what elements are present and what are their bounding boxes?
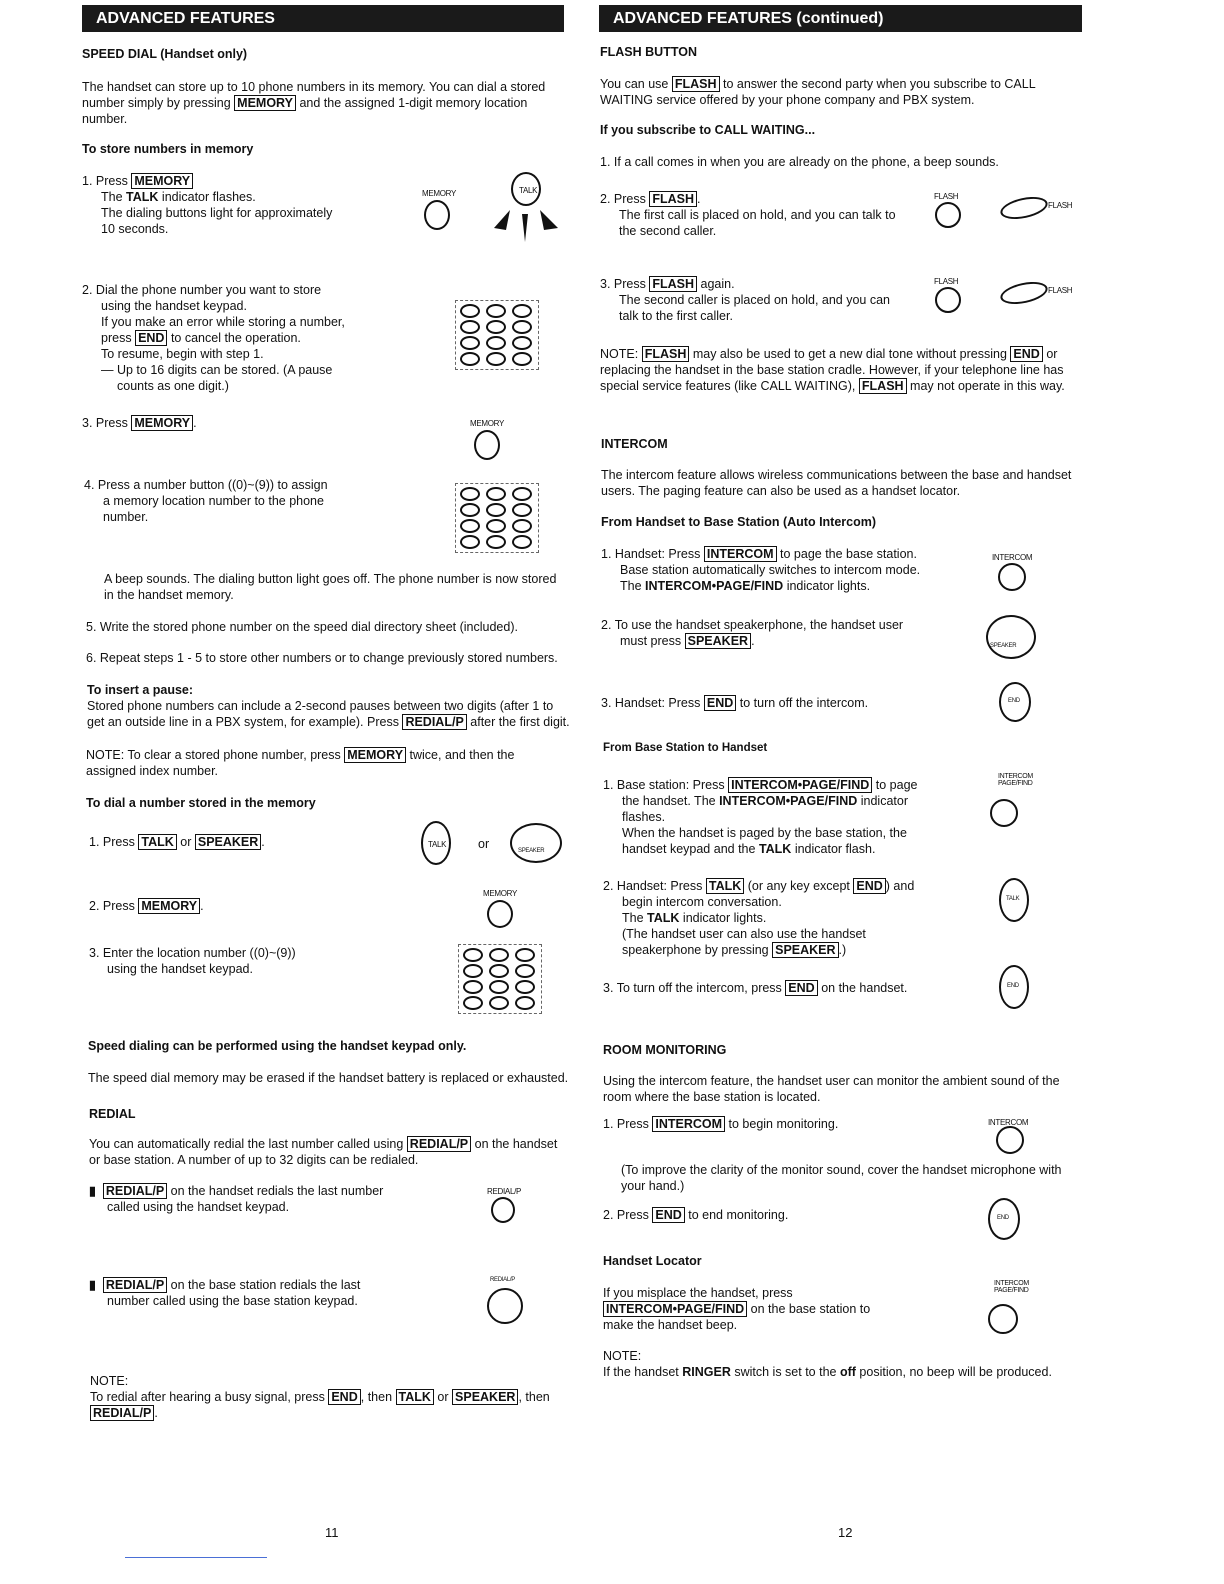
room-step-1: 1. Press INTERCOM to begin monitoring. xyxy=(603,1117,839,1131)
flash-base-label-2: FLASH xyxy=(1048,286,1073,295)
intercom-b2: 2. Handset: Press TALK (or any key except END ) and begin intercom conversation. The TALK indicator lights. (The handset user can also use the handset speakerphone by pressing SPEAKER .) xyxy=(603,879,915,957)
flash-step-1: 1. If a call comes in when you are already on the phone, a beep sounds. xyxy=(600,155,999,169)
store-step-5: 5. Write the stored phone number on the speed dial directory sheet (included). xyxy=(86,620,518,634)
intercom-a3: 3. Handset: Press END to turn off the intercom. xyxy=(601,696,869,710)
talk-icon-3-label: TALK xyxy=(1006,896,1020,902)
store-step-1: 1. Press MEMORY The TALK indicator flashes. The dialing buttons light for approximately 10 seconds. xyxy=(82,174,333,236)
keypad-icon-2 xyxy=(455,483,539,553)
store-title: To store numbers in memory xyxy=(82,142,254,156)
redial-bullet-1: ▮ REDIAL/P on the handset redials the last number called using the handset keypad. xyxy=(89,1184,384,1214)
speed-dial-bold-note: Speed dialing can be performed using the handset keypad only. xyxy=(88,1039,467,1053)
room-intro: Using the intercom feature, the handset user can monitor the ambient sound of the room where the base station is located. xyxy=(603,1074,1060,1104)
end-icon-2-label: END xyxy=(1007,983,1019,989)
memory-icon-label-2: MEMORY xyxy=(470,419,505,428)
flash-step-3: 3. Press FLASH again. The second caller is placed on hold, and you can talk to the first caller. xyxy=(600,277,891,323)
clear-note: NOTE: To clear a stored phone number, press MEMORY twice, and then the assigned index number. xyxy=(86,748,515,778)
flash-intro: You can use FLASH to answer the second party when you subscribe to CALL WAITING service offered by your phone company and PBX system. xyxy=(600,77,1036,107)
redial-intro: You can automatically redial the last number called using REDIAL/P on the handset or base station. A number of up to 32 digits can be redialed. xyxy=(89,1137,558,1167)
redial-title: REDIAL xyxy=(89,1107,136,1121)
handset-to-base-title: From Handset to Base Station (Auto Intercom) xyxy=(601,515,877,529)
intercom-title: INTERCOM xyxy=(601,437,668,451)
redial-base-icon xyxy=(487,1288,523,1324)
flash-title: FLASH BUTTON xyxy=(600,45,697,59)
keypad-icon-3 xyxy=(458,944,542,1014)
flash-icon xyxy=(935,202,961,228)
dial-step-2: 2. Press MEMORY . xyxy=(89,899,204,913)
memory-icon-3 xyxy=(487,900,513,928)
erase-note: The speed dial memory may be erased if the handset battery is replaced or exhausted. xyxy=(88,1071,569,1085)
intercom-icon-label: INTERCOM xyxy=(992,553,1033,562)
flash-base-icon-2 xyxy=(998,278,1049,308)
redial-note: NOTE: To redial after hearing a busy signal, press END , then TALK or SPEAKER , then REDIAL/P . xyxy=(90,1374,550,1420)
flash-icon-label: FLASH xyxy=(934,192,959,201)
intercom-icon-label-2: INTERCOM xyxy=(988,1118,1029,1127)
room-monitoring-title: ROOM MONITORING xyxy=(603,1043,727,1057)
memory-icon-label: MEMORY xyxy=(422,189,457,198)
pause-section: To insert a pause: Stored phone numbers can include a 2-second pauses between two digits (after 1 to get an outside line in a PBX system, for example). Press REDIAL/P after the first digit. xyxy=(87,683,570,729)
store-step-4: 4. Press a number button ((0)~(9)) to assign a memory location number to the phone number. xyxy=(84,478,328,524)
intercom-icon xyxy=(998,563,1026,591)
speaker-icon-2-label: SPEAKER xyxy=(990,643,1017,649)
memory-icon xyxy=(424,200,450,230)
intercom-b1: 1. Base station: Press INTERCOM•PAGE/FIND to page the handset. The INTERCOM•PAGE/FIND indicator flashes. When the handset is paged by the base station, the handset keypad and the TALK indicator flash. xyxy=(603,778,918,856)
flash-step-2: 2. Press FLASH . The first call is placed on hold, and you can talk to the second caller. xyxy=(600,192,896,238)
room-step-1-tip: (To improve the clarity of the monitor sound, cover the handset microphone with your hand.) xyxy=(621,1163,1062,1193)
flash-icon-2 xyxy=(935,287,961,313)
call-waiting-title: If you subscribe to CALL WAITING... xyxy=(600,123,816,137)
dial-step-1: 1. Press TALK or SPEAKER . xyxy=(89,835,265,849)
keypad-icon xyxy=(455,300,539,370)
intercom-page-find-icon-2 xyxy=(988,1304,1018,1334)
redial-icon-label-2: REDIAL/P xyxy=(490,1277,515,1283)
redial-icon-label: REDIAL/P xyxy=(487,1187,522,1196)
locator-note: NOTE: If the handset RINGER switch is set to the off position, no beep will be produced. xyxy=(603,1349,1052,1379)
page-number-right: 12 xyxy=(838,1525,853,1540)
speed-dial-intro: The handset can store up to 10 phone numbers in its memory. You can dial a stored number simply by pressing MEMORY and the assigned 1-digit memory location number. xyxy=(82,80,546,126)
intercom-a1: 1. Handset: Press INTERCOM to page the base station. Base station automatically switches to intercom mode. The INTERCOM•PAGE/FIND indicator lights. xyxy=(601,547,921,593)
speaker-icon xyxy=(510,823,562,863)
locator-title: Handset Locator xyxy=(603,1254,702,1268)
intercom-a2: 2. To use the handset speakerphone, the handset user must press SPEAKER . xyxy=(601,618,904,648)
right-header: ADVANCED FEATURES (continued) xyxy=(599,5,1082,32)
dial-step-3: 3. Enter the location number ((0)~(9)) using the handset keypad. xyxy=(89,946,296,976)
icp-icon-label: INTERCOM PAGE/FIND xyxy=(998,773,1033,787)
talk-icon-label: TALK xyxy=(519,186,538,195)
intercom-intro: The intercom feature allows wireless communications between the base and handset users. The paging feature can also be used as a handset locator. xyxy=(601,468,1072,498)
flash-note: NOTE: FLASH may also be used to get a new dial tone without pressing END or replacing the handset in the base station cradle. However, if your telephone line has special service features (like CALL WAITING), FLASH may not operate in this way. xyxy=(600,347,1065,393)
intercom-b3: 3. To turn off the intercom, press END on the handset. xyxy=(603,981,908,995)
memory-icon-2 xyxy=(474,430,500,460)
redial-bullet-2: ▮ REDIAL/P on the base station redials the last number called using the base station keypad. xyxy=(89,1278,361,1308)
or-label: or xyxy=(478,837,490,851)
flash-icon-label-2: FLASH xyxy=(934,277,959,286)
intercom-page-find-icon xyxy=(990,799,1018,827)
store-step-6: 6. Repeat steps 1 - 5 to store other numbers or to change previously stored numbers. xyxy=(86,651,558,665)
dial-title: To dial a number stored in the memory xyxy=(86,796,316,810)
intercom-icon-2 xyxy=(996,1126,1024,1154)
redial-icon xyxy=(491,1197,515,1223)
speed-dial-title: SPEED DIAL (Handset only) xyxy=(82,47,248,61)
room-step-2: 2. Press END to end monitoring. xyxy=(603,1208,789,1222)
locator-text: If you misplace the handset, press INTERCOM•PAGE/FIND on the base station to make the handset beep. xyxy=(603,1286,871,1332)
arrows-icon xyxy=(490,200,562,242)
store-step-3: 3. Press MEMORY . xyxy=(82,416,197,430)
icp-icon-label-2: INTERCOM PAGE/FIND xyxy=(994,1280,1029,1294)
speaker-icon-2 xyxy=(986,615,1036,659)
flash-base-label: FLASH xyxy=(1048,201,1073,210)
store-step-2: 2. Dial the phone number you want to store using the handset keypad. If you make an error while storing a number, press END to cancel the operation. To resume, begin with step 1. — Up to 16 digits can be stored. (A pause counts as one digit.) xyxy=(82,283,345,393)
flash-base-icon xyxy=(998,193,1049,223)
end-icon-3-label: END xyxy=(997,1215,1009,1221)
talk-icon-2-label: TALK xyxy=(428,840,447,849)
memory-icon-label-3: MEMORY xyxy=(483,889,518,898)
base-to-handset-title: From Base Station to Handset xyxy=(603,742,768,754)
left-header: ADVANCED FEATURES xyxy=(82,5,564,32)
divider-line xyxy=(125,1557,267,1558)
end-icon-label: END xyxy=(1008,698,1020,704)
store-step-4-result: A beep sounds. The dialing button light goes off. The phone number is now stored in the handset memory. xyxy=(104,572,557,602)
page-number-left: 11 xyxy=(325,1525,339,1540)
speaker-icon-label: SPEAKER xyxy=(518,848,545,854)
